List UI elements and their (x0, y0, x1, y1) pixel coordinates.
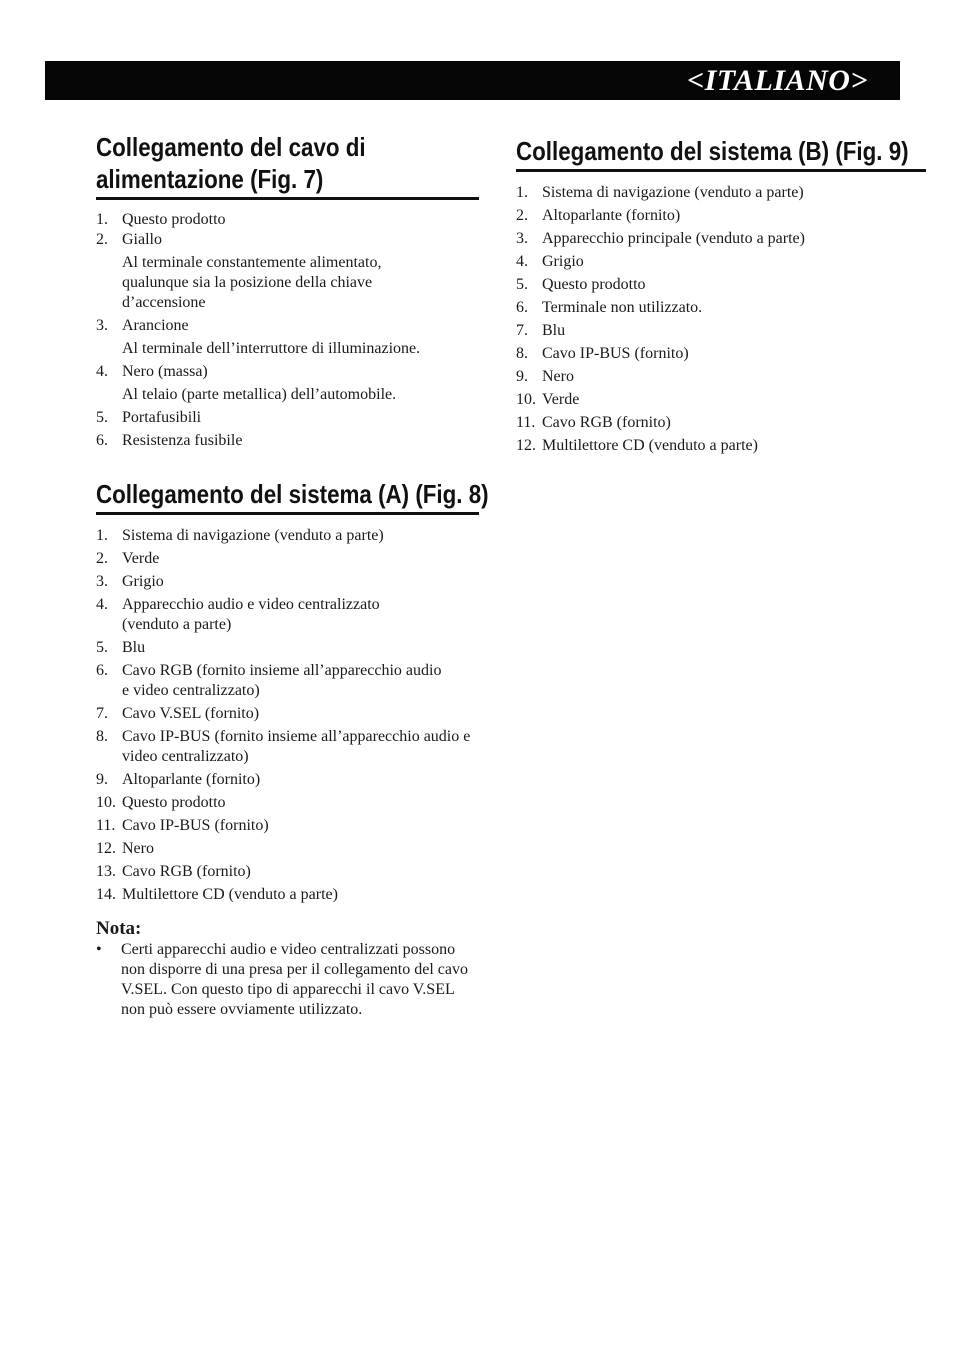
section-fig7-list (96, 210, 486, 451)
list-item: 3. Arancione Al terminale dell’interruttore di illuminazione. (96, 316, 486, 359)
list-item: 4. Grigio (516, 253, 584, 270)
list-item: 13. Cavo RGB (fornito) (96, 863, 251, 880)
list-item: 1. Questo prodotto (96, 211, 226, 228)
list-item: 6. Terminale non utilizzato. (516, 299, 703, 316)
list-item: 9. Altoparlante (fornito) (96, 771, 261, 788)
nota-bullet-item (96, 940, 476, 1020)
list-item: 9. Nero (516, 368, 574, 385)
list-item: 3. Apparecchio principale (venduto a parte) (516, 230, 805, 247)
section-fig9-list (516, 183, 926, 456)
list-item: 4. Nero (massa) Al telaio (parte metallica) dell’automobile. (96, 362, 486, 405)
section-fig9-rule (516, 169, 926, 172)
list-item: 3. Grigio (96, 573, 164, 590)
list-item-note: Al terminale constantemente alimentato, qualunque sia la posizione della chiave d’accensione (122, 254, 382, 311)
list-item: 6. Cavo RGB (fornito insieme all’apparecchio audio e video centralizzato) (96, 662, 442, 699)
section-fig7-heading-line1: Collegamento del cavo di (96, 132, 366, 162)
section-fig9 (516, 135, 926, 456)
list-item: 5. Questo prodotto (516, 276, 646, 293)
list-item: 11. Cavo RGB (fornito) (516, 414, 671, 431)
list-item: 11. Cavo IP-BUS (fornito) (96, 817, 269, 834)
list-item: 10. Questo prodotto (96, 794, 226, 811)
section-fig7-heading-line2: alimentazione (Fig. 7) (96, 164, 324, 194)
list-item: 2. Verde (96, 550, 160, 567)
list-item: 1. Sistema di navigazione (venduto a parte) (516, 184, 804, 201)
section-fig8 (96, 478, 489, 1020)
list-item-note: Al telaio (parte metallica) dell’automobile. (122, 386, 397, 403)
list-item: 8. Cavo IP-BUS (fornito insieme all’apparecchio audio e video centralizzato) (96, 728, 471, 765)
list-item: 2. Giallo Al terminale constantemente alimentato, qualunque sia la posizione della chiave d’accensione (96, 230, 486, 313)
list-item: 12. Nero (96, 840, 154, 857)
section-fig8-list (96, 526, 486, 905)
section-fig9-heading: Collegamento del sistema (B) (Fig. 9) (516, 136, 909, 166)
section-fig8-heading: Collegamento del sistema (A) (Fig. 8) (96, 479, 489, 509)
list-item: 5. Blu (96, 639, 146, 656)
list-item-note: Al terminale dell’interruttore di illuminazione. (122, 340, 421, 357)
list-item: 5. Portafusibili (96, 409, 202, 426)
list-item: 8. Cavo IP-BUS (fornito) (516, 345, 689, 362)
nota-text: Certi apparecchi audio e video centralizzati possono non disporre di una presa per il collegamento del cavo V.SEL. Con questo tipo di apparecchi il cavo V.SEL non può essere ovviamente utilizzato. (121, 941, 468, 1018)
list-item: 10. Verde (516, 391, 580, 408)
list-item: 12. Multilettore CD (venduto a parte) (516, 437, 758, 454)
list-item: 7. Blu (516, 322, 566, 339)
nota-title: Nota: (96, 918, 142, 939)
language-title: <ITALIANO> (687, 64, 868, 97)
list-item: 4. Apparecchio audio e video centralizzato (venduto a parte) (96, 596, 380, 633)
section-fig7-rule (96, 197, 479, 200)
list-item: 2. Altoparlante (fornito) (516, 207, 681, 224)
list-item: 1. Sistema di navigazione (venduto a parte) (96, 527, 384, 544)
list-item: 7. Cavo V.SEL (fornito) (96, 705, 260, 722)
list-item: 6. Resistenza fusibile (96, 432, 243, 449)
list-item: 14. Multilettore CD (venduto a parte) (96, 886, 338, 903)
bullet-marker: • (96, 941, 102, 958)
language-banner (45, 61, 900, 100)
section-fig7 (96, 131, 486, 451)
section-fig8-rule (96, 512, 479, 515)
